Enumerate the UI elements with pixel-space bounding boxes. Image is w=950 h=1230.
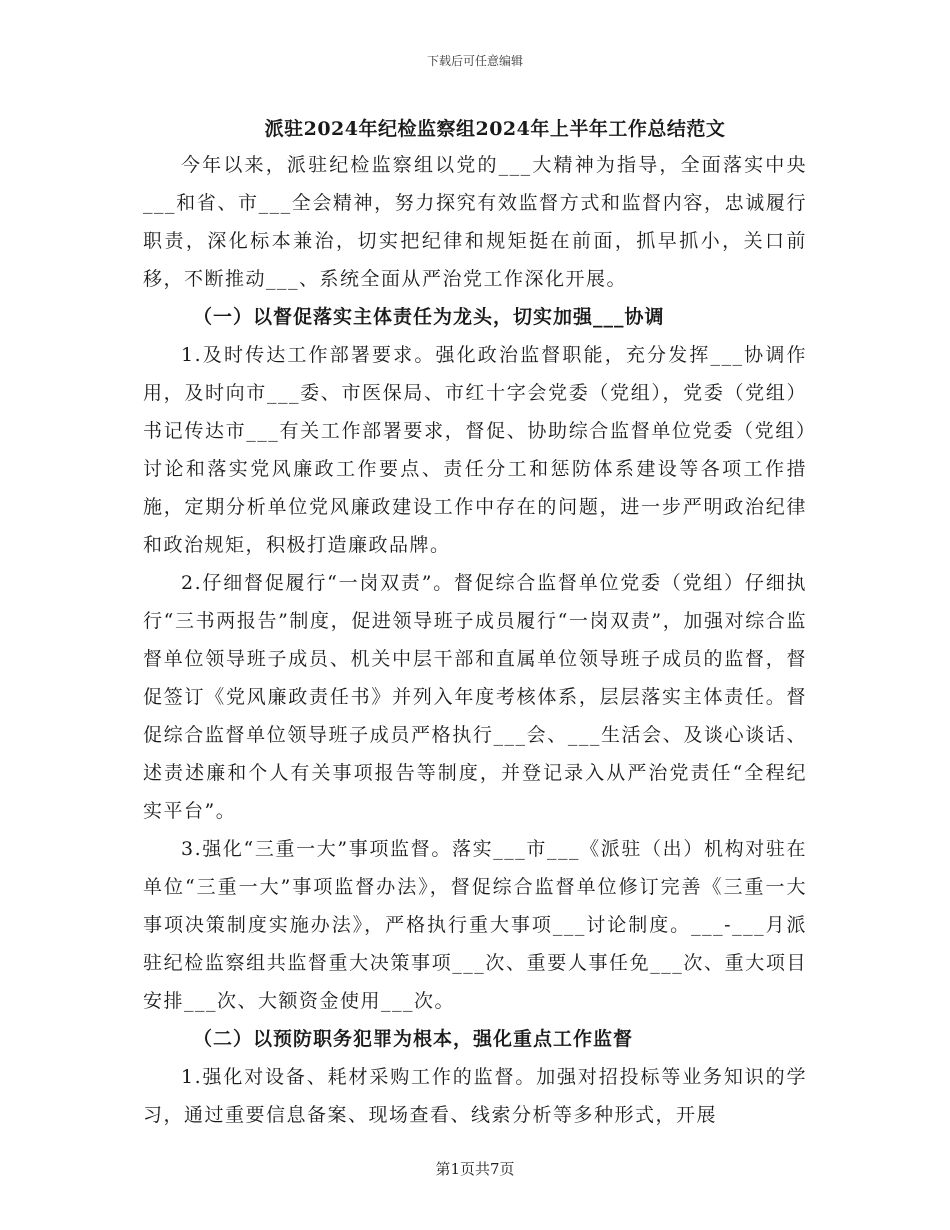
section-1-item-2: 2.仔细督促履行“一岗双责”。督促综合监督单位党委（党组）仔细执行“三书两报告”制度，促进领导班子成员履行“一岗双责”，加强对综合监督单位领导班子成员、机关中层干部和直属单位领导班子成员的监督，督促签订《党风廉政责任书》并列入年度考核体系，层层落实主体责任。督促综合监督单位领导班子成员严格执行___会、___生活会、及谈心谈话、述责述廉和个人有关事项报告等制度，并登记录入从严治党责任“全程纪实平台”。 [143,572,807,822]
page-number: 第1页共7页 [435,1160,515,1178]
section-1-item-3: 3.强化“三重一大”事项监督。落实___市___《派驻（出）机构对驻在单位“三重一大”事项监督办法》，督促综合监督单位修订完善《三重一大事项决策制度实施办法》，严格执行重大事项___讨论制度。___-___月派驻纪检监察组共监督重大决策事项___次、重要人事任免___次、重大项目安排___次、大额资金使用___次。 [143,838,807,1012]
section-2-heading: （二）以预防职务犯罪为根本，强化重点工作监督 [193,1028,634,1050]
header-note: 下载后可任意编辑 [426,54,523,68]
intro-paragraph: 今年以来，派驻纪检监察组以党的___大精神为指导，全面落实中央___和省、市___全会精神，努力探究有效监督方式和监督内容，忠诚履行职责，深化标本兼治，切实把纪律和规矩挺在前面，抓早抓小，关口前移，不断推动___、系统全面从严治党工作深化开展。 [143,154,807,290]
document-title: 派驻2024年纪检监察组2024年上半年工作总结范文 [264,118,726,140]
section-1-heading: （一）以督促落实主体责任为龙头，切实加强___协调 [193,306,665,328]
document-body [143,112,807,1134]
section-2-item-1: 1.强化对设备、耗材采购工作的监督。加强对招投标等业务知识的学习，通过重要信息备案、现场查看、线索分析等多种形式，开展 [143,1066,807,1126]
section-1-item-1: 1.及时传达工作部署要求。强化政治监督职能，充分发挥___协调作用，及时向市___委、市医保局、市红十字会党委（党组），党委（党组）书记传达市___有关工作部署要求，督促、协助综合监督单位党委（党组）讨论和落实党风廉政工作要点、责任分工和惩防体系建设等各项工作措施，定期分析单位党风廉政建设工作中存在的问题，进一步严明政治纪律和政治规矩，积极打造廉政品牌。 [143,344,807,556]
